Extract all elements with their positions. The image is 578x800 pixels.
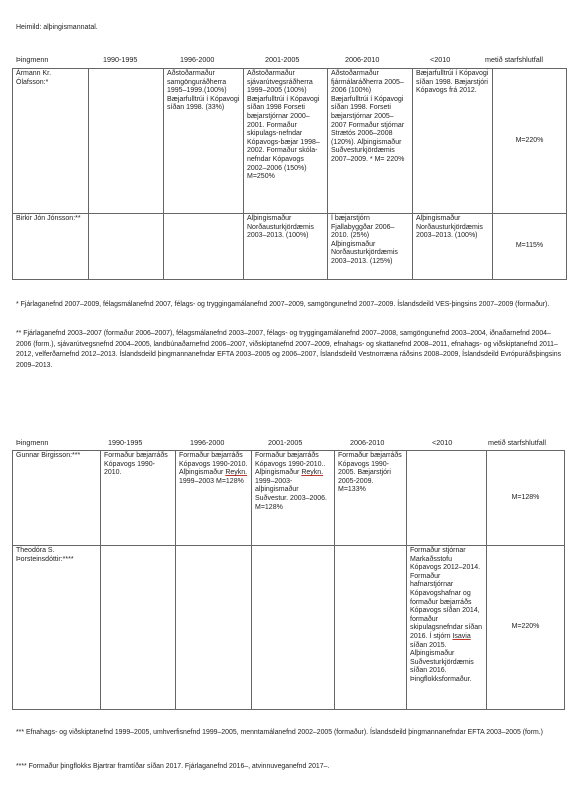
header-1996: 1996-2000 <box>180 55 215 64</box>
cell-1996: Aðstoðarmaður samgönguráðherra 1995–1999.(100%) Bæjarfulltrúi í Kópavogi síðan 1998. (33%) <box>164 69 244 214</box>
cell-1996 <box>164 214 244 280</box>
header-thingmenn: Þingmenn <box>16 438 49 447</box>
underlined-text: Isavia <box>452 632 471 640</box>
table1 <box>12 68 567 280</box>
cell-2001 <box>252 546 335 710</box>
cell-metid: M=115% <box>493 214 567 280</box>
header-2001: 2001-2005 <box>265 55 300 64</box>
header-thingmenn: Þingmenn <box>16 55 49 64</box>
header-2010: <2010 <box>430 55 451 64</box>
table-row <box>13 451 565 546</box>
cell-2010: Bæjarfulltrúi í Kópavogi síðan 1998. Bæjarstjóri Kópavogs frá 2012. <box>413 69 493 214</box>
cell-1990 <box>89 214 164 280</box>
cell-2006: Í bæjarstjórn Fjallabyggðar 2006–2010. (25%) Alþingismaður Norðausturkjördæmis 2003–2013. (125%) <box>328 214 413 280</box>
member-name: Birkir Jón Jónsson:** <box>13 214 89 280</box>
cell-metid: M=220% <box>493 69 567 214</box>
footnote-2: ** Fjárlaganefnd 2003–2007 (formaður 2006–2007), félagsmálanefnd 2003–2007, félags- og tryggingamálanefnd 2007–2008, samgöngunefnd 2003–2004, iðnaðarnefnd 2004–2006 (form.), sjávarútvegsnefnd 2004–2005, landbúnaðarnefnd 2006–2007, viðskiptanefnd 2007–2009, efnahags- og skattanefnd 2008–2011, efnahags- og viðskiptanefnd 2011–2012, velferðarnefnd 2012–2013. Íslandsdeild þingmannanefndar EFTA 2003–2005 og 2006–2007, Íslandsdeild Vestnorræna ráðsins 2008–2009, Íslandsdeild Evrópuráðsþingsins 2009–2013. <box>16 330 562 369</box>
cell-1990: Formaður bæjarráðs Kópavogs 1990-2010. <box>101 451 176 546</box>
cell-1996 <box>176 546 252 710</box>
header-2001: 2001-2005 <box>268 438 303 447</box>
cell-2006: Aðstoðarmaður fjármálaráðherra 2005–2006 (100%) Bæjarfulltrúi í Kópavogi síðan 1998. Forseti bæjarstjórnar 2005–2007 Formaður stjórnar Strætós 2006–2008 (120%). Alþingismaður Suðvesturkjördæmis 2007–2009. * M= 220% <box>328 69 413 214</box>
cell-2010 <box>407 451 487 546</box>
cell-2010: Alþingismaður Norðausturkjördæmis 2003–2013. (100%) <box>413 214 493 280</box>
cell-metid: M=220% <box>487 546 565 710</box>
header-1996: 1996-2000 <box>190 438 225 447</box>
member-name: Theodóra S. Þorsteinsdóttir:**** <box>13 546 101 710</box>
member-name: Ármann Kr. Ólafsson:* <box>13 69 89 214</box>
table-row <box>13 214 567 280</box>
footnote-1: * Fjárlaganefnd 2007–2009, félagsmálanefnd 2007, félags- og tryggingamálanefnd 2007–2009, samgöngunefnd 2007–2009. Íslandsdeild VES-þingsins 2007–2009 (formaður). <box>16 301 550 308</box>
underlined-text: Reykn. <box>301 469 324 477</box>
header-1990: 1990-1995 <box>108 438 143 447</box>
footnote-3: *** Efnahags- og viðskiptanefnd 1999–2005, umhverfisnefnd 1999–2005, menntamálanefnd 2002–2005 (formaður). Íslandsdeild þingmannanefndar EFTA 2003–2005 (form.) <box>16 729 543 736</box>
table2 <box>12 450 565 710</box>
cell-1996: Formaður bæjarráðs Kópavogs 1990-2010. Alþingismaður Reykn. 1999–2003 M=128% <box>176 451 252 546</box>
cell-metid: M=128% <box>487 451 565 546</box>
cell-1990 <box>101 546 176 710</box>
cell-2006: Formaður bæjarráðs Kópavogs 1990-2005. Bæjarstjóri 2005-2009. M=133% <box>335 451 407 546</box>
header-2006: 2006-2010 <box>345 55 380 64</box>
cell-2001: Aðstoðarmaður sjávarútvegsráðherra 1999–2005 (100%) Bæjarfulltrúi í Kópavogi síðan 1998 Forseti bæjarstjórnar 2000–2001. Formaður skipulags-nefndar Kópavogs-bæjar 1998–2002. Formaður skóla-nefndar Kópavogs 2002–2006 (150%) M=250% <box>244 69 328 214</box>
table-row <box>13 69 567 214</box>
cell-2006 <box>335 546 407 710</box>
header-2010: <2010 <box>432 438 453 447</box>
member-name: Gunnar Birgisson:*** <box>13 451 101 546</box>
source-note: Heimild: alþingismannatal. <box>16 24 98 31</box>
header-metid: metið starfshlutfall <box>488 438 546 447</box>
footnote-4: **** Formaður þingflokks Bjartrar framtíðar síðan 2017. Fjárlaganefnd 2016–, atvinnuveganefnd 2017–. <box>16 763 330 770</box>
table-row <box>13 546 565 710</box>
cell-1990 <box>89 69 164 214</box>
header-metid: metið starfshlutfall <box>485 55 543 64</box>
underlined-text: Reykn. <box>225 469 248 477</box>
header-2006: 2006-2010 <box>350 438 385 447</box>
cell-2001: Formaður bæjarráðs Kópavogs 1990-2010.. Alþingismaður Reykn. 1999–2003- alþingismaður Suðvestur. 2003–2006. M=128% <box>252 451 335 546</box>
cell-2001: Alþingismaður Norðausturkjördæmis 2003–2013. (100%) <box>244 214 328 280</box>
header-1990: 1990-1995 <box>103 55 138 64</box>
cell-2010: Formaður stjórnar Markaðsstofu Kópavogs 2012–2014. Formaður hafnarstjórnar Kópavogshafnar og formaður bæjarráðs Kópavogs síðan 2014, formaður skipulagsnefndar síðan 2016. Í stjórn Isavia síðan 2015. Alþingismaður Suðvesturkjördæmis síðan 2016. Þingflokksformaður. <box>407 546 487 710</box>
